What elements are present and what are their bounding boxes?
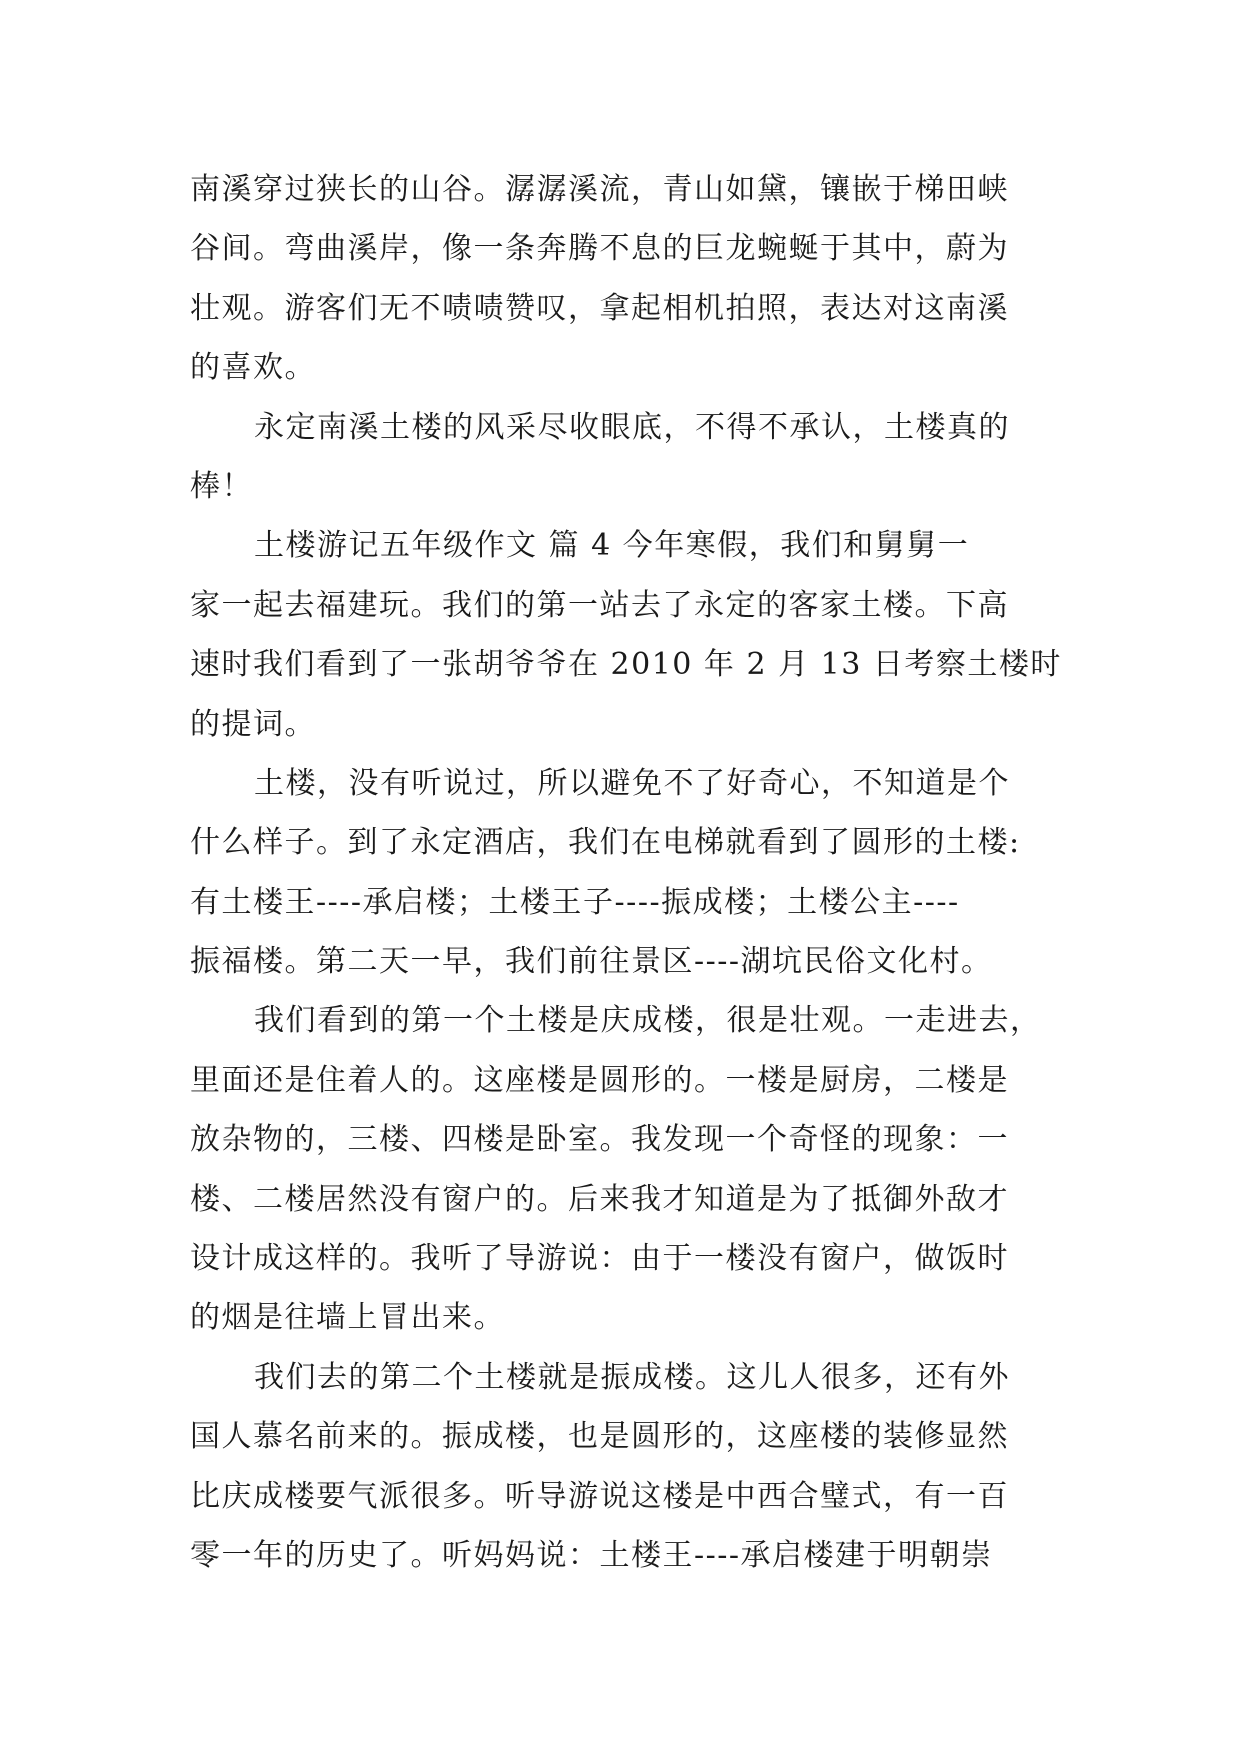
text-line: 什么样子。到了永定酒店，我们在电梯就看到了圆形的土楼: — [190, 825, 1021, 861]
text-line: 的喜欢。 — [190, 350, 316, 386]
text-line: 速时我们看到了一张胡爷爷在 2010 年 2 月 13 日考察土楼时 — [190, 647, 1062, 683]
text-line: 里面还是住着人的。这座楼是圆形的。一楼是厨房，二楼是 — [190, 1062, 1009, 1098]
text-line: 家一起去福建玩。我们的第一站去了永定的客家土楼。下高 — [190, 587, 1009, 623]
article-body — [190, 160, 1060, 1585]
text-line: 楼、二楼居然没有窗户的。后来我才知道是为了抵御外敌才 — [190, 1181, 1009, 1217]
text-line: 棒！ — [190, 468, 253, 504]
text-line: 振福楼。第二天一早，我们前往景区----湖坑民俗文化村。 — [190, 944, 993, 980]
text-line: 零一年的历史了。听妈妈说：土楼王----承启楼建于明朝崇 — [190, 1537, 993, 1573]
text-line: 谷间。弯曲溪岸，像一条奔腾不息的巨龙蜿蜒于其中，蔚为 — [190, 231, 1009, 267]
text-line: 的提词。 — [190, 706, 316, 742]
text-line: 有土楼王----承启楼；土楼王子----振成楼；土楼公主---- — [190, 884, 960, 920]
text-line: 的烟是往墙上冒出来。 — [190, 1300, 505, 1336]
text-line: 我们去的第二个土楼就是振成楼。这儿人很多，还有外 — [254, 1359, 1010, 1395]
text-line: 放杂物的，三楼、四楼是卧室。我发现一个奇怪的现象：一 — [190, 1122, 1009, 1158]
text-line: 土楼游记五年级作文 篇 4 今年寒假，我们和舅舅一 — [254, 528, 970, 564]
text-line: 壮观。游客们无不啧啧赞叹，拿起相机拍照，表达对这南溪 — [190, 290, 1009, 326]
text-line: 比庆成楼要气派很多。听导游说这楼是中西合璧式，有一百 — [190, 1478, 1009, 1514]
text-line: 国人慕名前来的。振成楼，也是圆形的，这座楼的装修显然 — [190, 1419, 1009, 1455]
text-line: 南溪穿过狭长的山谷。潺潺溪流，青山如黛，镶嵌于梯田峡 — [190, 172, 1009, 207]
text-line: 土楼，没有听说过，所以避免不了好奇心，不知道是个 — [254, 765, 1010, 801]
text-line: 设计成这样的。我听了导游说：由于一楼没有窗户，做饭时 — [190, 1241, 1009, 1277]
text-line: 永定南溪土楼的风采尽收眼底，不得不承认，土楼真的 — [254, 409, 1010, 445]
text-line: 我们看到的第一个土楼是庆成楼，很是壮观。一走进去， — [254, 1003, 1042, 1039]
